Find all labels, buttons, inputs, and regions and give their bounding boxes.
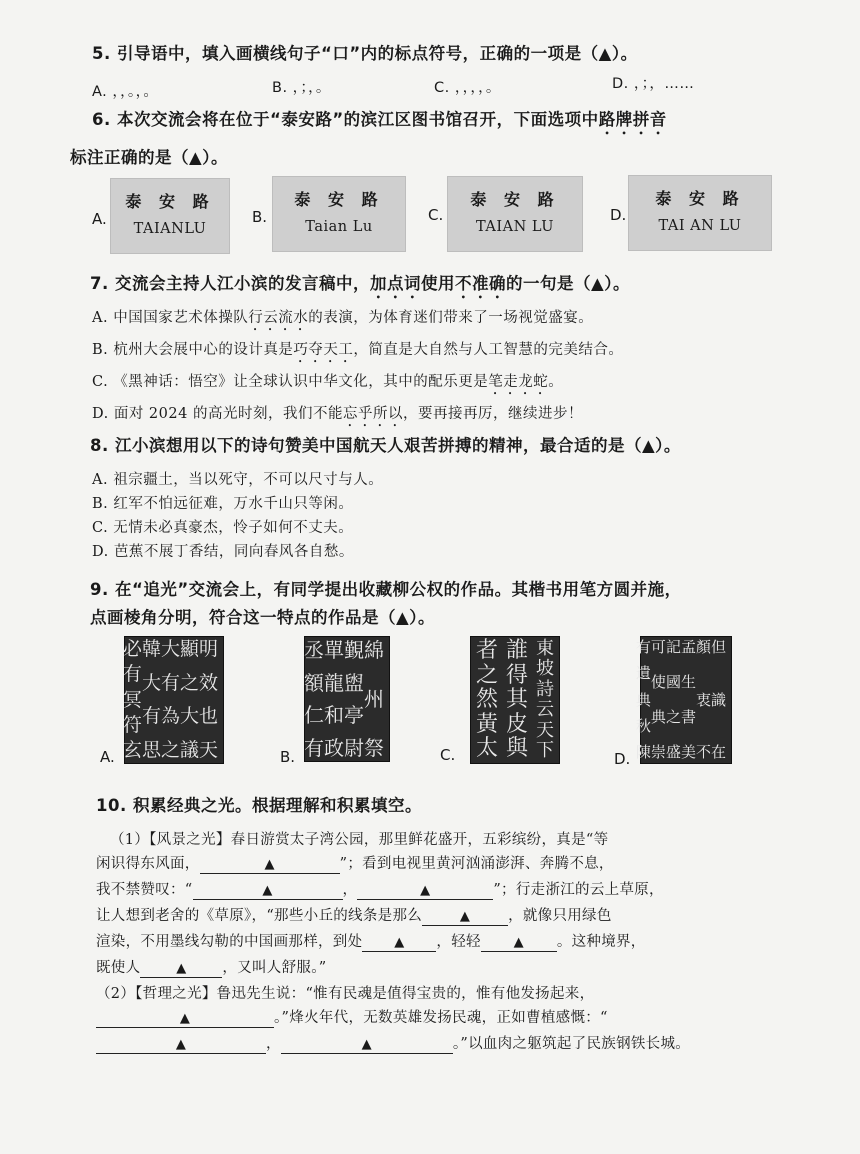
answer-blank[interactable]: ▲ [357, 883, 493, 900]
rubbing-character: 太 [476, 736, 499, 761]
fill-text: ，就像只用绿色 [508, 908, 612, 924]
dotted-word: 巧夺天工 [293, 342, 354, 358]
q7-option-d [92, 402, 583, 430]
rubbing-character: 冥 [122, 688, 142, 711]
q7-option-b [92, 338, 623, 366]
option-text: D. 面对 2024 的高光时刻，我们不能 [92, 406, 343, 422]
fill-text: ，轻轻 [436, 934, 481, 950]
rubbing-character: 下 [536, 739, 554, 761]
rubbing-column [696, 640, 711, 760]
q7-stem-d: 不准确 [455, 274, 506, 293]
answer-blank[interactable]: ▲ [193, 883, 343, 900]
rubbing-column [180, 640, 199, 760]
rubbing-character: 大 [179, 705, 199, 728]
q5-option-b: B. ，；，。 [272, 80, 331, 96]
q8-option-d: D. 芭蕉不展丁香结，同向春风各自愁。 [92, 544, 354, 560]
fill-text: 。”以血肉之躯筑起了民族钢铁长城。 [452, 1036, 691, 1052]
rubbing-column [324, 640, 344, 758]
sign-pinyin: TAIANLU [133, 221, 207, 237]
q7-option-c [92, 370, 563, 398]
rubbing-character: 衷 [695, 690, 711, 709]
dotted-word: 笔走龙蛇 [488, 374, 549, 390]
rubbing-character: 之 [476, 662, 499, 688]
q10-stem: 10. 积累经典之光。根据理解和积累填空。 [96, 796, 422, 815]
q6-stem-line1 [92, 106, 667, 138]
q6-sign-b [272, 176, 406, 252]
answer-blank[interactable]: ▲ [200, 857, 340, 874]
rubbing-character: 丞 [304, 638, 324, 662]
q7-stem-b: 加点词 [370, 274, 421, 293]
rubbing-column [506, 640, 528, 760]
rubbing-character: 仁 [304, 703, 324, 728]
rubbing-character: 大 [160, 638, 180, 660]
rubbing-character: 記 [665, 638, 681, 656]
rubbing-character: 有 [304, 735, 324, 760]
q7-stem [90, 270, 630, 302]
rubbing-character: 符 [122, 713, 142, 736]
answer-blank[interactable]: ▲ [481, 935, 557, 952]
rubbing-column [476, 640, 498, 760]
rubbing-character: 亭 [344, 703, 364, 728]
rubbing-character: 有 [635, 638, 651, 656]
rubbing-character: 有 [141, 705, 161, 728]
option-text: ，要再接再厉，继续进步！ [402, 406, 583, 422]
rubbing-character: 使 [650, 673, 666, 691]
dotted-word: 行云流水 [248, 310, 309, 326]
answer-blank[interactable]: ▲ [96, 1037, 266, 1054]
rubbing-image-a [124, 636, 224, 764]
rubbing-character: 額 [304, 670, 324, 695]
rubbing-column [651, 640, 666, 760]
rubbing-column [123, 640, 142, 760]
fill-text: 。这种境界， [556, 934, 646, 950]
q6-option-c-letter: C. [428, 206, 444, 224]
q10-p1-line6 [96, 956, 326, 978]
fill-text: 我不禁赞叹：“ [96, 882, 193, 898]
q9-option-b-letter: B. [280, 748, 296, 766]
fill-text: ，又叫人舒服。” [222, 960, 327, 976]
answer-blank[interactable]: ▲ [281, 1037, 453, 1054]
option-text: 的表演，为体育迷们带来了一场视觉盛宴。 [308, 310, 594, 326]
option-text: ，简直是大自然与人工智慧的完美结合。 [353, 342, 624, 358]
rubbing-character: 秋 [635, 716, 651, 735]
rubbing-image-b [304, 636, 390, 762]
rubbing-character: 覲 [344, 638, 364, 662]
option-text: 。 [548, 374, 564, 390]
rubbing-character: 在 [710, 743, 726, 761]
answer-blank[interactable]: ▲ [96, 1011, 274, 1028]
rubbing-character: 有 [122, 663, 142, 686]
rubbing-character: 玄 [122, 739, 142, 761]
rubbing-character: 陳 [635, 743, 651, 761]
rubbing-character: 明 [198, 638, 218, 660]
q9-stem-line1: 9. 在“追光”交流会上，有同学提出收藏柳公权的作品。其楷书用笔方圆并施， [90, 580, 682, 599]
rubbing-character: 東 [536, 638, 554, 659]
q6-sign-c [447, 176, 583, 252]
rubbing-character: 其 [506, 687, 529, 712]
rubbing-character: 大 [141, 671, 161, 694]
rubbing-column [142, 640, 161, 760]
rubbing-character: 思 [141, 738, 161, 761]
q6-option-a-letter: A. [92, 210, 107, 228]
q8-option-c: C. 无情未必真豪杰，怜子如何不丈夫。 [92, 520, 354, 536]
rubbing-image-d [635, 636, 732, 764]
answer-blank[interactable]: ▲ [362, 935, 436, 952]
q5-option-c: C. ，，，，。 [434, 80, 501, 96]
q6-stem-a: 6. 本次交流会将在位于“泰安路”的滨江区图书馆召开，下面选项中 [92, 110, 599, 129]
rubbing-character: 祭 [364, 736, 384, 760]
rubbing-character: 然 [476, 687, 499, 712]
answer-blank[interactable]: ▲ [140, 961, 222, 978]
rubbing-character: 韓 [141, 638, 161, 660]
q9-option-a-letter: A. [100, 748, 115, 766]
rubbing-character: 盥 [344, 670, 364, 695]
rubbing-character: 可 [650, 638, 666, 656]
rubbing-column [636, 640, 651, 760]
rubbing-image-c [470, 636, 560, 764]
rubbing-column [199, 640, 218, 760]
q5-stem: 5. 引导语中，填入画横线句子“口”内的标点符号，正确的一项是（▲）。 [92, 44, 638, 63]
rubbing-character: 典 [635, 690, 651, 709]
q8-option-a: A. 祖宗疆土，当以死守，不可以尺寸与人。 [92, 472, 384, 488]
rubbing-column [536, 640, 554, 760]
rubbing-character: 有 [160, 671, 180, 694]
rubbing-character: 龍 [324, 670, 344, 695]
rubbing-character: 得 [506, 662, 529, 688]
rubbing-column [711, 640, 726, 760]
q7-stem-a: 7. 交流会主持人江小滨的发言稿中， [90, 274, 370, 293]
rubbing-character: 顏 [695, 638, 711, 656]
option-text: C. 《黑神话：悟空》让全球认识中华文化，其中的配乐更是 [92, 374, 489, 390]
q9-option-c-letter: C. [440, 746, 456, 764]
q7-stem-e: 的一句是（▲）。 [506, 274, 630, 293]
rubbing-character: 天 [198, 738, 218, 761]
q7-option-a [92, 306, 593, 334]
q5-option-d: D. ，；，…… [612, 76, 695, 92]
q9-stem-line2: 点画棱角分明，符合这一特点的作品是（▲）。 [90, 608, 435, 627]
rubbing-character: 遺 [635, 664, 651, 683]
rubbing-character: 天 [536, 719, 554, 741]
q7-stem-c: 使用 [421, 274, 455, 293]
fill-text: 闲识得东风面， [96, 856, 200, 872]
q6-stem-line2: 标注正确的是（▲）。 [70, 148, 228, 167]
rubbing-character: 議 [179, 738, 199, 761]
rubbing-character: 和 [324, 703, 344, 728]
rubbing-character: 州 [364, 687, 384, 711]
fill-text: ， [266, 1036, 281, 1052]
rubbing-character: 與 [506, 736, 529, 761]
sign-pinyin: TAI AN LU [658, 218, 742, 234]
rubbing-column [344, 640, 364, 758]
q10-p1-line5 [96, 930, 646, 952]
q6-sign-a [110, 178, 230, 254]
rubbing-column [304, 640, 324, 758]
rubbing-character: 孟 [680, 638, 696, 656]
q10-p2-line1: （2）【哲理之光】鲁迅先生说：“惟有民魂是值得宝贵的，惟有他发扬起来， [96, 986, 595, 1002]
q6-sign-d [628, 175, 772, 251]
rubbing-character: 生 [680, 673, 696, 691]
rubbing-character: 美 [680, 743, 696, 761]
rubbing-column [666, 640, 681, 760]
q10-p1-line4 [96, 904, 612, 926]
fill-text: 渲染，不用墨线勾勒的中国画那样，到处 [96, 934, 363, 950]
dotted-word: 忘乎所以 [342, 406, 403, 422]
q9-option-d-letter: D. [614, 750, 631, 768]
rubbing-character: 誰 [506, 638, 529, 663]
rubbing-character: 皮 [506, 711, 529, 737]
rubbing-character: 顯 [179, 638, 199, 660]
rubbing-character: 書 [680, 708, 696, 726]
rubbing-character: 尉 [344, 735, 364, 760]
answer-blank[interactable]: ▲ [422, 909, 508, 926]
rubbing-character: 云 [536, 699, 554, 721]
fill-text: ”；行走浙江的云上草原， [493, 882, 664, 898]
sign-cn: 泰 安 路 [655, 189, 745, 208]
rubbing-column [364, 640, 384, 758]
rubbing-character: 典 [650, 708, 666, 726]
rubbing-character: 也 [198, 705, 218, 728]
rubbing-character: 崇 [650, 743, 666, 761]
rubbing-character: 綿 [364, 638, 384, 662]
rubbing-character: 黃 [476, 711, 499, 737]
fill-text: 让人想到老舍的《草原》，“那些小丘的线条是那么 [96, 908, 423, 924]
rubbing-character: 不 [695, 743, 711, 761]
q8-stem: 8. 江小滨想用以下的诗句赞美中国航天人艰苦拼搏的精神，最合适的是（▲）。 [90, 436, 681, 455]
q10-p1-line1: （1）【风景之光】春日游赏太子湾公园，那里鲜花盛开，五彩缤纷，真是“等 [110, 832, 609, 848]
rubbing-character: 但 [710, 638, 726, 656]
rubbing-character: 為 [160, 705, 180, 728]
q8-option-b: B. 红军不怕远征难，万水千山只等闲。 [92, 496, 354, 512]
rubbing-character: 單 [324, 638, 344, 662]
rubbing-character: 詩 [536, 678, 554, 700]
rubbing-character: 之 [665, 708, 681, 726]
rubbing-character: 之 [179, 671, 199, 694]
q10-p2-line2 [96, 1006, 608, 1028]
fill-text: 。”烽火年代，无数英雄发扬民魂，正如曹植感慨：“ [274, 1010, 608, 1026]
fill-text: ”；看到电视里黄河汹涌澎湃、奔腾不息， [339, 856, 614, 872]
rubbing-character: 之 [160, 738, 180, 761]
rubbing-character: 必 [122, 638, 142, 660]
rubbing-character: 效 [198, 671, 218, 694]
option-text: B. 杭州大会展中心的设计真是 [92, 342, 294, 358]
sign-cn: 泰 安 路 [125, 192, 215, 211]
rubbing-character: 者 [476, 638, 499, 663]
q10-p2-line3 [96, 1032, 690, 1054]
rubbing-character: 國 [665, 673, 681, 691]
sign-pinyin: TAIAN LU [476, 219, 554, 235]
fill-text: ， [342, 882, 358, 898]
q6-option-b-letter: B. [252, 208, 268, 226]
sign-cn: 泰 安 路 [294, 190, 384, 209]
q10-p1-line3 [96, 878, 664, 900]
q5-option-a: A. ，，。，。 [92, 84, 159, 100]
q10-p1-line2 [96, 852, 614, 874]
rubbing-character: 坡 [536, 658, 554, 680]
rubbing-character: 盛 [665, 743, 681, 761]
q6-stem-dotted: 路牌拼音 [598, 110, 667, 129]
sign-cn: 泰 安 路 [470, 190, 560, 209]
rubbing-column [681, 640, 696, 760]
fill-text: 既使人 [96, 960, 141, 976]
rubbing-character: 政 [324, 735, 344, 760]
rubbing-character: 識 [710, 690, 726, 709]
q6-option-d-letter: D. [610, 206, 627, 224]
sign-pinyin: Taian Lu [305, 219, 373, 235]
option-text: A. 中国国家艺术体操队 [92, 310, 249, 326]
rubbing-column [161, 640, 180, 760]
